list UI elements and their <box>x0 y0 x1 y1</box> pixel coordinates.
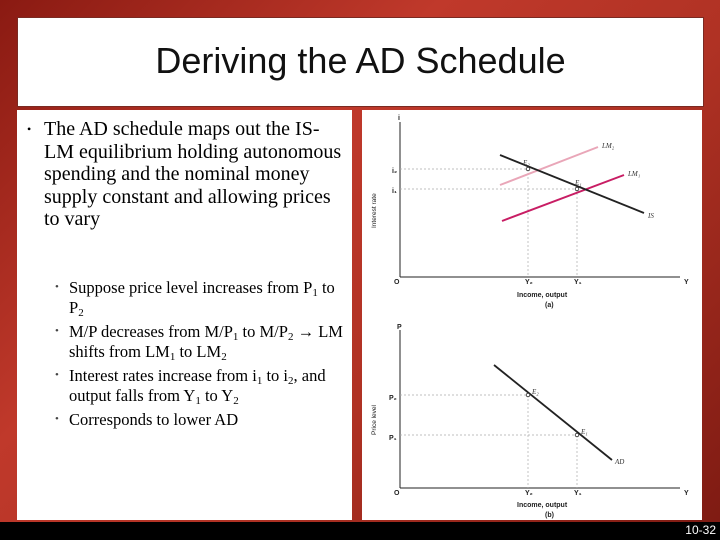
figure-svg <box>362 110 702 520</box>
sub-bullet <box>55 278 350 317</box>
main-bullet-text: The AD schedule maps out the IS-LM equilibrium holding autonomous spending and the nominal money supply constant and allowing prices to vary <box>44 118 342 230</box>
y-axis-symbol: P <box>397 324 402 331</box>
is-lm-ad-figure <box>362 110 702 520</box>
bullet-dot: • <box>55 369 59 381</box>
tick-i2: i₂ <box>392 168 398 175</box>
y-axis-symbol: i <box>398 115 400 122</box>
x-axis-end: Y <box>684 490 689 497</box>
panel-label-b: (b) <box>545 512 554 519</box>
sub-bullet <box>55 322 350 361</box>
label-ad: AD <box>615 458 625 466</box>
label-lm2: LM₂ <box>602 142 615 150</box>
footer-bar <box>0 522 720 540</box>
panel-a <box>371 115 689 309</box>
ad-curve <box>494 365 612 460</box>
label-is: IS <box>648 212 654 220</box>
origin-label: O <box>394 490 400 497</box>
sub-bullet-text: Suppose price level increases from $P_1$ to $P_2$ <box>69 278 335 319</box>
sub-bullet-text: Corresponds to lower AD <box>69 410 239 429</box>
y-axis-title: Price level <box>371 405 378 435</box>
panel-label-a: (a) <box>545 302 554 309</box>
point-e1 <box>575 433 579 437</box>
origin-label: O <box>394 279 400 286</box>
tick-p2: P₂ <box>389 395 397 402</box>
panel-b <box>371 324 689 519</box>
point-e1 <box>575 187 579 191</box>
y-axis-title: Interest rate <box>371 193 378 228</box>
sub-bullet <box>55 410 350 430</box>
point-e2 <box>526 393 530 397</box>
label-e2: E₂ <box>523 159 530 167</box>
label-e2: E₂ <box>532 388 539 396</box>
tick-i1: i₁ <box>392 188 397 195</box>
sub-bullet-text: M/P decreases from $M/P_1$ to $M/P_2$ → LM shifts from $LM_1$ to $LM_2$ <box>69 322 343 363</box>
lm2-curve <box>500 147 598 185</box>
label-e1: E₁ <box>581 428 588 436</box>
label-lm1: LM₁ <box>628 170 641 178</box>
x-axis-end: Y <box>684 279 689 286</box>
bullet-dot: • <box>55 281 59 293</box>
x-axis-title: Income, output <box>517 292 568 299</box>
x-axis-title: Income, output <box>517 502 568 509</box>
sub-bullet-text: Interest rates increase from $i_1$ to $i_2$, and output falls from $Y_1$ to $Y_2$ <box>69 366 326 407</box>
content-box <box>17 110 352 520</box>
bullet-dot: • <box>27 122 32 136</box>
bullet-dot: • <box>55 325 59 337</box>
point-e2 <box>526 167 530 171</box>
sub-bullet <box>55 366 350 405</box>
main-bullet <box>27 118 347 231</box>
tick-y1: Y₁ <box>574 490 582 497</box>
sub-bullet-list <box>55 278 350 435</box>
bullet-dot: • <box>55 413 59 425</box>
tick-y2: Y₂ <box>525 490 533 497</box>
page-number: 10-32 <box>685 523 716 537</box>
slide-title: Deriving the AD Schedule <box>155 40 566 81</box>
tick-p1: P₁ <box>389 435 397 442</box>
tick-y2: Y₂ <box>525 279 533 286</box>
label-e1: E₁ <box>575 179 582 187</box>
title-box <box>17 17 704 107</box>
tick-y1: Y₁ <box>574 279 582 286</box>
is-curve <box>500 155 644 213</box>
